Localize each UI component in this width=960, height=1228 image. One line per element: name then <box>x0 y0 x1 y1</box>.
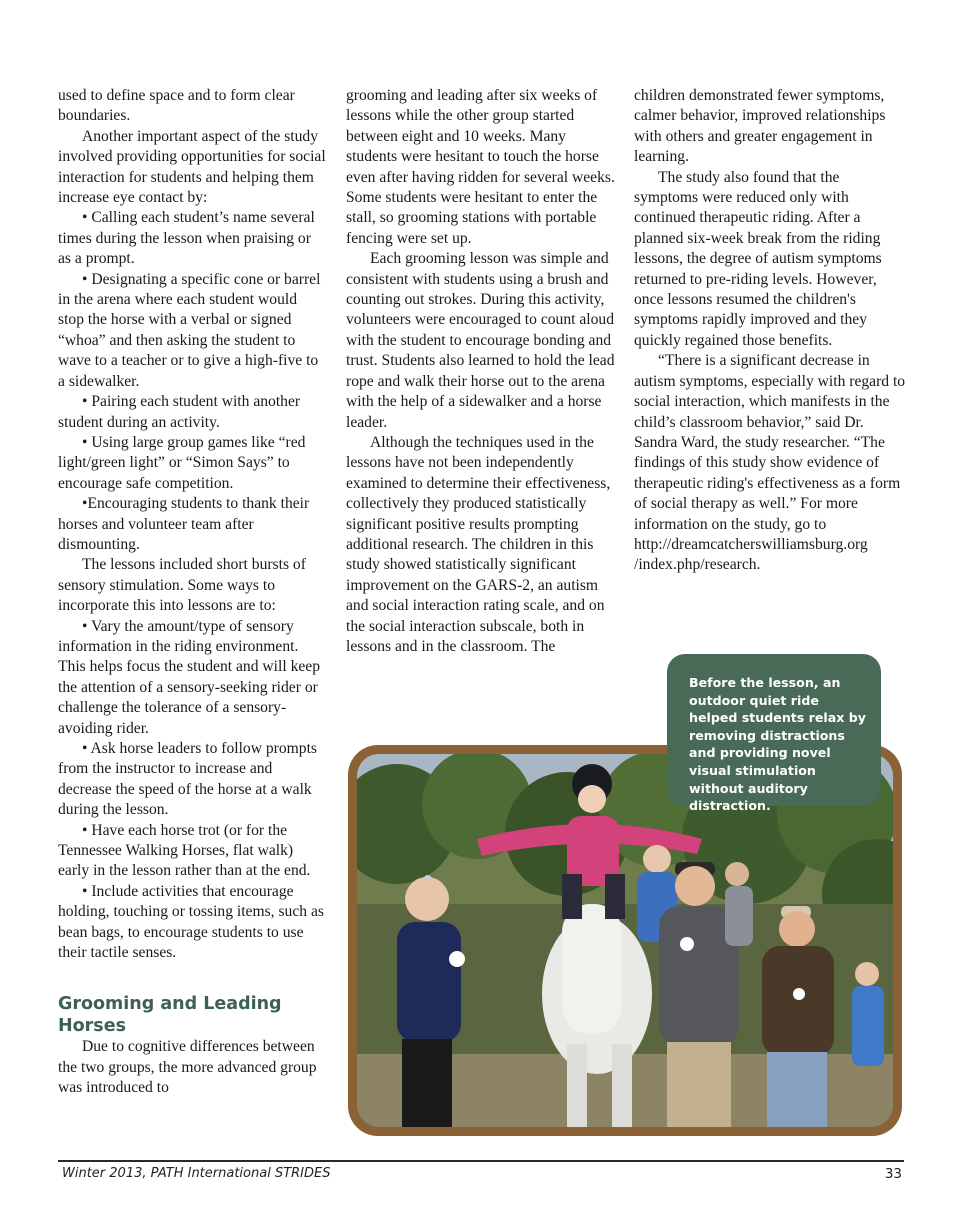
paragraph: Although the techniques used in the lessons have not been independently examined to determine their effectiveness, collectively they produced statistically significant positive results prompting additional research. The children in this study showed statistically significant improvement on the GARS-2, an autism and social interaction rating scale, and on the social interaction subscale, both in lessons and in the classroom. The <box>346 433 611 655</box>
paragraph: The lessons included short bursts of sensory stimulation. Some ways to incorporate this into lessons are to: <box>58 556 306 615</box>
paragraph: Each grooming lesson was simple and consistent with students using a brush and counting out strokes. During this activity, volunteers were encouraged to count aloud with the student to encourage bonding and trust. Students also learned to hold the lead rope and walk their horse out to the arena with the help of a sidewalker and a horse leader. <box>346 250 615 431</box>
footer-publication: Winter 2013, PATH International STRIDES <box>62 1166 331 1181</box>
paragraph: grooming and leading after six weeks of lessons while the other group started between eight and 10 weeks. Many students were hesitant to touch the horse even after having ridden for several weeks. Some students were hesitant to enter the stall, so grooming stations with portable fencing were set up. <box>346 87 615 247</box>
bullet-item: • Designating a specific cone or barrel in the arena where each student would stop the horse with a verbal or signed “whoa” and then asking the student to wave to a teacher or to give a high-five to a sidewalker. <box>58 270 321 390</box>
bullet-item: • Ask horse leaders to follow prompts from the instructor to increase and decrease the speed of the horse at a walk during the lesson. <box>58 740 318 819</box>
paragraph: used to define space and to form clear boundaries. <box>58 87 295 125</box>
therapeutic-riding-photo <box>357 754 893 1127</box>
paragraph: Due to cognitive differences between the two groups, the more advanced group was introduced to <box>58 1038 317 1097</box>
bullet-item: • Vary the amount/type of sensory information in the riding environment. This helps focus the student and will keep the attention of a sensory-seeking rider or challenge the tolerance of a sensory-avoiding rider. <box>58 617 321 737</box>
paragraph: children demonstrated fewer symptoms, calmer behavior, improved relationships with others and greater engagement in learning. <box>634 87 886 166</box>
bullet-item: • Calling each student’s name several times during the lesson when praising or as a prompt. <box>58 209 315 268</box>
photo-illustration <box>357 754 893 1127</box>
paragraph: Another important aspect of the study involved providing opportunities for social interaction for students and helping them increase eye contact by: <box>58 127 326 207</box>
section-heading: Grooming and Leading Horses <box>58 994 282 1037</box>
bullet-item: • Using large group games like “red light/green light” or “Simon Says” to encourage safe competition. <box>58 433 306 492</box>
bullet-item: • Have each horse trot (or for the Tennessee Walking Horses, flat walk) early in the lesson rather than at the end. <box>58 821 311 880</box>
footer-divider <box>58 1160 904 1162</box>
photo-caption: Before the lesson, an outdoor quiet ride helped students relax by removing distractions and providing novel visual stimulation without auditory distraction. <box>667 654 881 806</box>
paragraph: “There is a significant decrease in autism symptoms, especially with regard to social interaction, which manifests in the child’s classroom behavior,” said Dr. Sandra Ward, the study researcher. “The findings of this study show evidence of therapeutic riding's effectiveness as a form of social therapy as well.” For more information on the study, go to http://dreamcatcherswilliamsburg.org /index.php/research. <box>634 352 906 574</box>
article-column-1 <box>58 86 326 1099</box>
page-number: 33 <box>884 1166 902 1182</box>
bullet-item: • Pairing each student with another student during an activity. <box>58 393 301 431</box>
article-column-3 <box>634 86 906 576</box>
article-column-2 <box>346 86 618 657</box>
paragraph: The study also found that the symptoms were reduced only with continued therapeutic riding. After a planned six-week break from the riding lessons, the degree of autism symptoms returned to pre-riding levels. However, once lessons resumed the children's symptoms rapidly improved and they quickly regained those benefits. <box>634 168 882 349</box>
bullet-item: • Include activities that encourage holding, touching or tossing items, such as bean bags, to encourage students to use their tactile senses. <box>58 882 324 962</box>
bullet-item: •Encouraging students to thank their horses and volunteer team after dismounting. <box>58 495 310 553</box>
